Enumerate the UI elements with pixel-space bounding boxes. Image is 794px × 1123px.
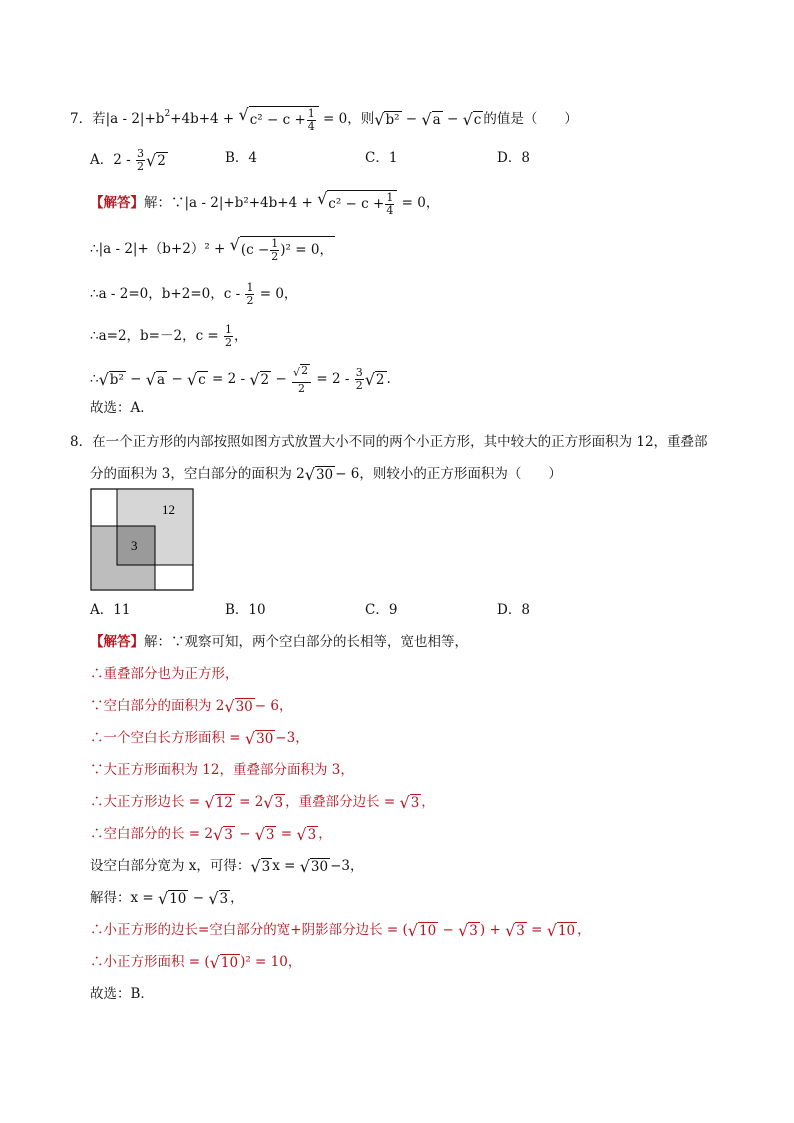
q8-solution-l3: ∵空白部分的面积为 2 √ 30 − 6，	[90, 696, 293, 716]
q7-stem-mid: +4b+4 +	[170, 111, 235, 127]
q7-solution-line5: ∴ √ b² − √ a − √ c = 2 - √ 2 − √ 2 2 = 2 - $\frac{3}{2}$ √ 2 .	[90, 364, 391, 395]
q7-stem: 7．若$|a - 2|+b^2+4b+4$ + √ c² − c + $\frac{1}{4}$ = 0，则 √ b² − √ a − √ c 的值是（ ）	[70, 105, 578, 133]
q8-stem-line1: 8．在一个正方形的内部按照如图方式放置大小不同的两个小正方形，其中较大的正方形面积为 12，重叠部	[70, 434, 708, 450]
q7-conclusion: 故选：A．	[90, 400, 154, 416]
q8-solution-l4: ∴一个空白长方形面积 = √ 30 −3，	[90, 728, 309, 748]
q7-number: 7．	[70, 111, 93, 127]
q7-solution-line4: ∴a=2，b=－2，c = $\frac{1}{2}$ ，	[90, 323, 248, 349]
q8-conclusion: 故选：B．	[90, 986, 154, 1002]
q7-option-c[interactable]: C．1	[365, 150, 398, 166]
q8-number: 8．	[70, 434, 93, 450]
q8-option-d[interactable]: D．8	[497, 602, 530, 618]
q7-tail: 的值是（ ）	[483, 111, 578, 127]
q7-option-a[interactable]: A．2 - $\frac{3}{2}$ √ 2	[90, 147, 166, 173]
q7-stem-start: 若|a - 2|+b	[92, 111, 165, 127]
q8-solution-l6: ∴大正方形边长 = √ 12 = 2 √ 3 ，重叠部分边长 = √ 3 ，	[90, 792, 435, 812]
q8-solution-l1: 【解答】解：∵观察可知，两个空白部分的长相等，宽也相等，	[90, 634, 468, 650]
q7-option-b[interactable]: B．4	[225, 150, 258, 166]
q8-solution-l11: ∴小正方形面积 = ( √ 10 )² = 10，	[90, 952, 302, 972]
q8-solution-l9: 解得：x = √ 10 − √ 3 ，	[90, 888, 244, 908]
q7-solution-line3: ∴a - 2=0，b+2=0，c - $\frac{1}{2}$ = 0，	[90, 281, 298, 307]
overlap-label: 3	[131, 538, 138, 553]
q8-option-c[interactable]: C．9	[365, 602, 398, 618]
q7-option-d[interactable]: D．8	[497, 150, 530, 166]
q7-stem-end: = 0，则	[323, 111, 375, 127]
solution-tag: 【解答】	[90, 634, 144, 650]
q8-option-b[interactable]: B．10	[225, 602, 266, 618]
large-square-label: 12	[162, 502, 175, 517]
q8-solution-l10: ∴小正方形的边长=空白部分的宽+阴影部分边长 = ( √ 10 − √ 3 ) + √ 3 = √ 10 ，	[90, 920, 591, 940]
q8-option-a[interactable]: A．11	[90, 602, 131, 618]
q8-stem-line2: 分的面积为 3，空白部分的面积为 2 √ 30 − 6，则较小的正方形面积为（ ）	[90, 464, 562, 484]
q7-solution-line1: 【解答】解：∵|a - 2|+b²+4b+4 + √ c² − c + $\frac{1}{4}$ = 0，	[90, 189, 440, 217]
q7-solution-line2: ∴|a - 2|+（b+2）² + √ (c − $\frac{1}{2}$ )² = 0，	[90, 235, 333, 263]
q7-radical: √ c² − c + $\frac{1}{4}$	[239, 106, 319, 133]
q8-solution-l5: ∵大正方形面积为 12，重叠部分面积为 3，	[90, 762, 354, 778]
q8-solution-l7: ∴空白部分的长 = 2 √ 3 − √ 3 = √ 3 ，	[90, 824, 332, 844]
solution-tag: 【解答】	[90, 195, 144, 211]
q8-solution-l8: 设空白部分宽为 x，可得： √ 3 x = √ 30 −3，	[90, 856, 364, 876]
q8-solution-l2: ∴重叠部分也为正方形，	[90, 666, 239, 682]
q8-figure	[90, 488, 196, 592]
